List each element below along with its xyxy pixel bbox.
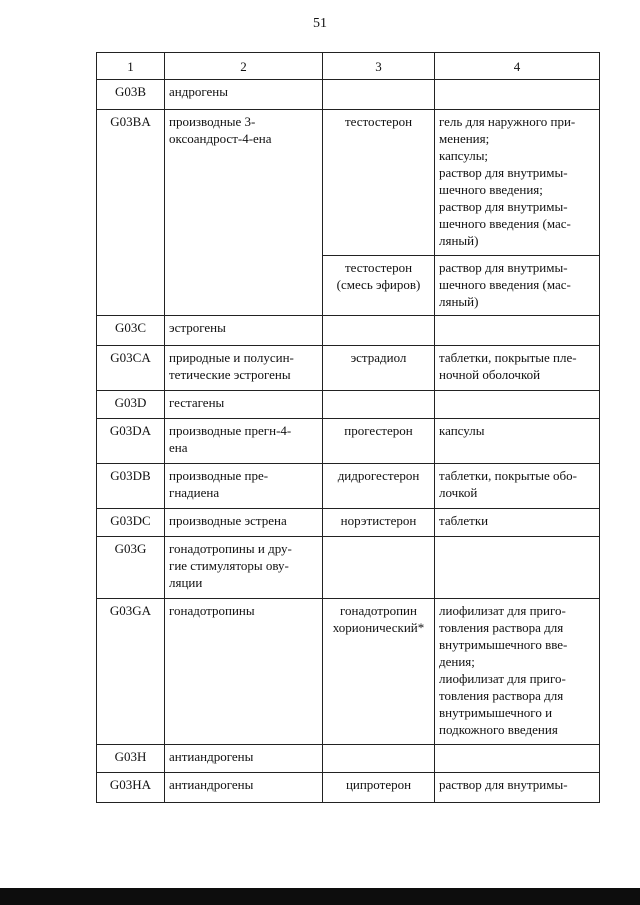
- atc-code-cell: G03B: [97, 80, 165, 110]
- table-row: [97, 464, 600, 509]
- atc-code-cell: G03D: [97, 391, 165, 419]
- atc-code-cell: G03CA: [97, 346, 165, 391]
- group-name-cell: производные эстрена: [165, 509, 323, 537]
- atc-code-cell: G03DC: [97, 509, 165, 537]
- atc-code-cell: G03HA: [97, 773, 165, 803]
- column-header-2: 2: [165, 53, 323, 80]
- inn-cell: [323, 391, 435, 419]
- table-row: [97, 80, 600, 110]
- inn-cell: тестостерон (смесь эфиров): [323, 256, 435, 316]
- group-name-cell: производные прегн-4- ена: [165, 419, 323, 464]
- inn-cell: дидрогестерон: [323, 464, 435, 509]
- dosage-form-cell: [435, 745, 600, 773]
- group-name-cell: производные 3- оксоандрост-4-ена: [165, 110, 323, 316]
- group-name-cell: гонадотропины: [165, 599, 323, 745]
- inn-cell: эстрадиол: [323, 346, 435, 391]
- dosage-form-cell: раствор для внутримы-: [435, 773, 600, 803]
- inn-cell: прогестерон: [323, 419, 435, 464]
- dosage-form-cell: гель для наружного при- менения; капсулы; раствор для внутримы- шечного введения; раствор для внутримы- шечного введения (мас- ляный): [435, 110, 600, 256]
- dosage-form-cell: таблетки, покрытые пле- ночной оболочкой: [435, 346, 600, 391]
- column-header-3: 3: [323, 53, 435, 80]
- inn-cell: ципротерон: [323, 773, 435, 803]
- atc-code-cell: G03GA: [97, 599, 165, 745]
- table-row: [97, 419, 600, 464]
- group-name-cell: производные пре- гнадиена: [165, 464, 323, 509]
- table-row: [97, 773, 600, 803]
- atc-code-cell: G03H: [97, 745, 165, 773]
- scan-bottom-edge: [0, 888, 640, 905]
- inn-cell: норэтистерон: [323, 509, 435, 537]
- group-name-cell: андрогены: [165, 80, 323, 110]
- inn-cell: [323, 745, 435, 773]
- dosage-form-cell: таблетки, покрытые обо- лочкой: [435, 464, 600, 509]
- group-name-cell: эстрогены: [165, 316, 323, 346]
- dosage-form-cell: [435, 316, 600, 346]
- group-name-cell: природные и полусин- тетические эстрогены: [165, 346, 323, 391]
- table-row: [97, 110, 600, 256]
- inn-cell: гонадотропин хорионический*: [323, 599, 435, 745]
- drug-table: [96, 52, 600, 803]
- dosage-form-cell: таблетки: [435, 509, 600, 537]
- atc-code-cell: G03BA: [97, 110, 165, 316]
- dosage-form-cell: лиофилизат для приго- товления раствора для внутримышечного вве- дения; лиофилизат для приго- товления раствора для внутримышечного и подкожного введения: [435, 599, 600, 745]
- dosage-form-cell: [435, 391, 600, 419]
- group-name-cell: антиандрогены: [165, 773, 323, 803]
- group-name-cell: гестагены: [165, 391, 323, 419]
- group-name-cell: гонадотропины и дру- гие стимуляторы ову- ляции: [165, 537, 323, 599]
- dosage-form-cell: раствор для внутримы- шечного введения (мас- ляный): [435, 256, 600, 316]
- group-name-cell: антиандрогены: [165, 745, 323, 773]
- atc-code-cell: G03DB: [97, 464, 165, 509]
- inn-cell: тестостерон: [323, 110, 435, 256]
- table-row: [97, 537, 600, 599]
- table-row: [97, 745, 600, 773]
- atc-code-cell: G03DA: [97, 419, 165, 464]
- dosage-form-cell: [435, 537, 600, 599]
- table-header-row: [97, 53, 600, 80]
- inn-cell: [323, 80, 435, 110]
- table-row: [97, 346, 600, 391]
- column-header-1: 1: [97, 53, 165, 80]
- page-number: 51: [313, 16, 327, 31]
- table-row: [97, 391, 600, 419]
- dosage-form-cell: капсулы: [435, 419, 600, 464]
- inn-cell: [323, 316, 435, 346]
- table-row: [97, 316, 600, 346]
- inn-cell: [323, 537, 435, 599]
- table-row: [97, 509, 600, 537]
- atc-code-cell: G03C: [97, 316, 165, 346]
- column-header-4: 4: [435, 53, 600, 80]
- table-row: [97, 599, 600, 745]
- atc-code-cell: G03G: [97, 537, 165, 599]
- dosage-form-cell: [435, 80, 600, 110]
